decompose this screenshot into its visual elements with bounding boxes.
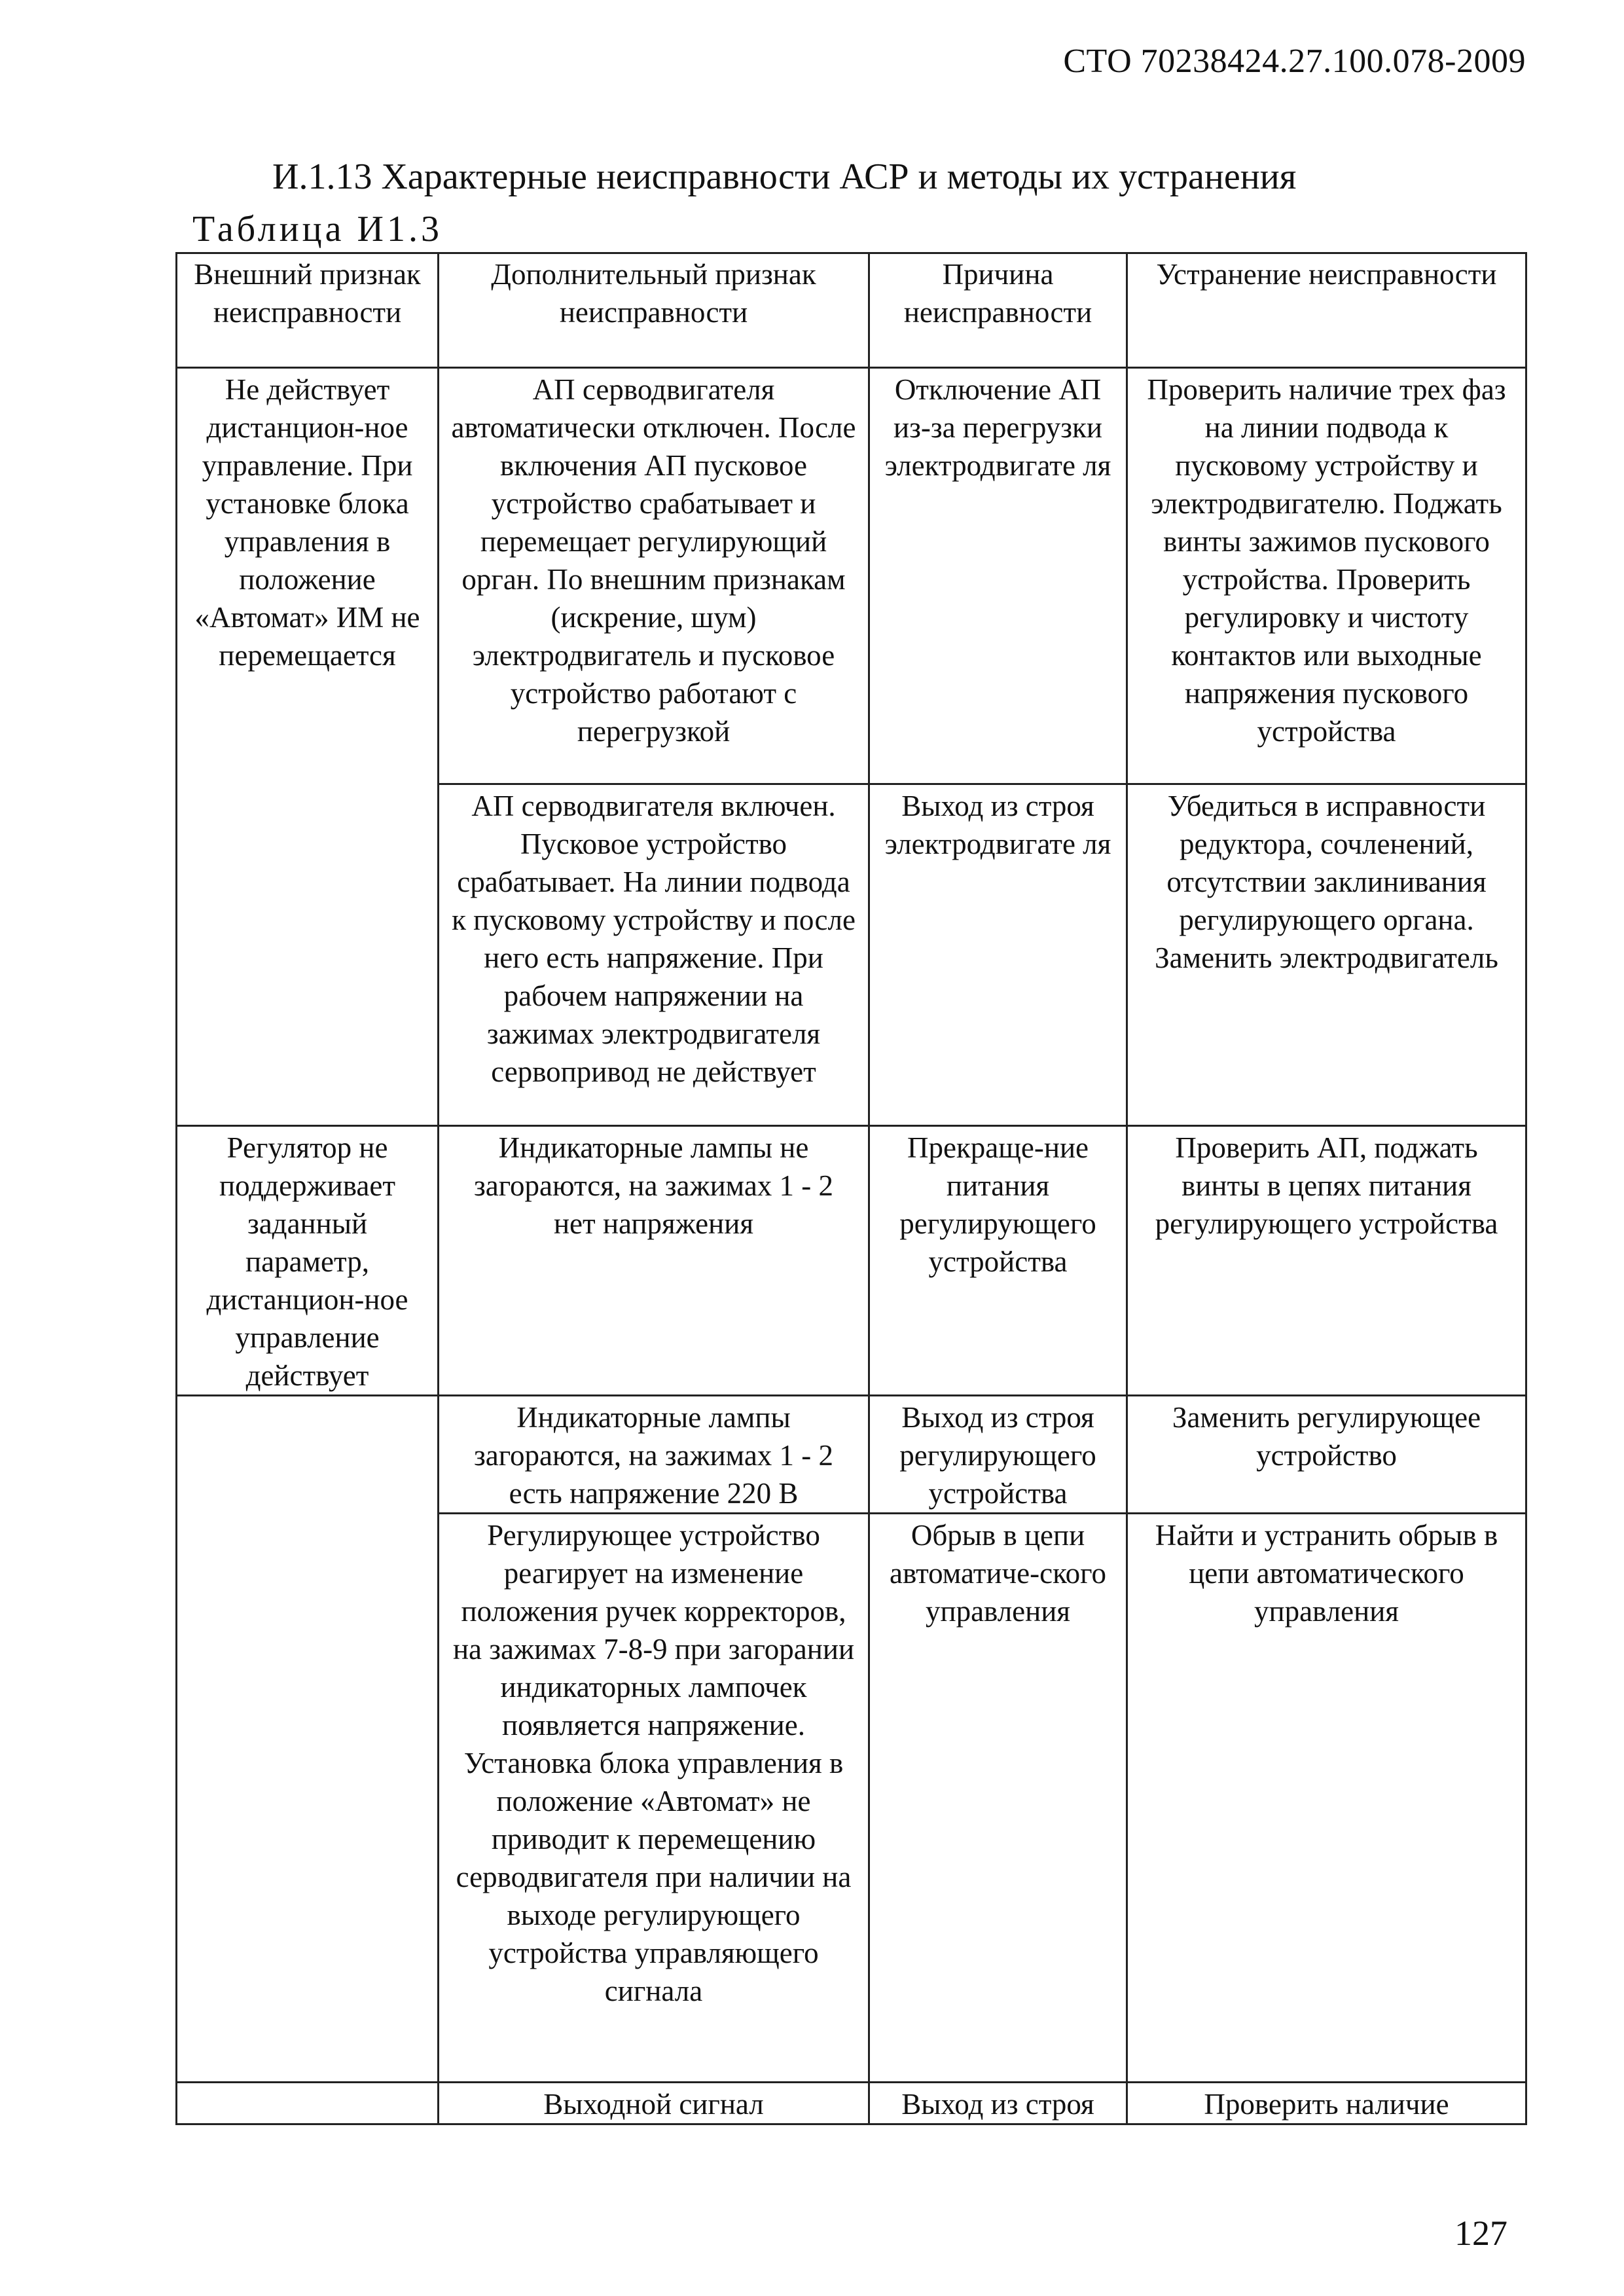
column-header-external-sign: Внешний признак неисправности [177, 253, 439, 368]
cell-cause: Выход из строя электродвигате ля [869, 784, 1127, 1126]
cell-fix: Проверить наличие трех фаз на линии подвода к пусковому устройству и электродвигателю. Поджать винты зажимов пускового устройства. Проверить регулировку и чистоту контактов или выходные напряжения пускового устройства [1127, 368, 1526, 784]
column-header-additional-sign: Дополнительный признак неисправности [439, 253, 869, 368]
table-header-row [177, 253, 1526, 368]
cell-additional-sign: Индикаторные лампы не загораются, на зажимах 1 - 2 нет напряжения [439, 1126, 869, 1396]
cell-additional-sign: Регулирующее устройство реагирует на изменение положения ручек корректоров, на зажимах 7-8-9 при загорании индикаторных лампочек появляется напряжение. Установка блока управления в положение «Автомат» не приводит к перемещению серводвигателя при наличии на выходе регулирующего устройства управляющего сигнала [439, 1514, 869, 2083]
page-number: 127 [1454, 2214, 1507, 2253]
table-row [177, 368, 1526, 784]
section-title: И.1.13 Характерные неисправности АСР и методы их устранения [272, 156, 1297, 197]
cell-cause: Прекраще-ние питания регулирующего устройства [869, 1126, 1127, 1396]
cell-fix: Проверить АП, поджать винты в цепях питания регулирующего устройства [1127, 1126, 1526, 1396]
cell-external-sign [177, 1396, 439, 2083]
cell-additional-sign: АП серводвигателя включен. Пусковое устройство срабатывает. На линии подвода к пусковому устройству и после него есть напряжение. При рабочем напряжении на зажимах электродвигателя сервопривод не действует [439, 784, 869, 1126]
cell-fix: Убедиться в исправности редуктора, сочленений, отсутствии заклинивания регулирующего органа. Заменить электродвигатель [1127, 784, 1526, 1126]
cell-external-sign: Регулятор не поддерживает заданный параметр, дистанцион-ное управление действует [177, 1126, 439, 1396]
cell-additional-sign: Индикаторные лампы загораются, на зажимах 1 - 2 есть напряжение 220 В [439, 1396, 869, 1514]
cell-additional-sign: АП серводвигателя автоматически отключен. После включения АП пусковое устройство срабатывает и перемещает регулирующий орган. По внешним признакам (искрение, шум) электродвигатель и пусковое устройство работают с перегрузкой [439, 368, 869, 784]
table-caption: Таблица И1.3 [192, 209, 442, 249]
cell-additional-sign: Выходной сигнал [439, 2083, 869, 2124]
document-code: СТО 70238424.27.100.078-2009 [1063, 43, 1526, 80]
cell-cause: Выход из строя [869, 2083, 1127, 2124]
cell-cause: Выход из строя регулирующего устройства [869, 1396, 1127, 1514]
column-header-fix: Устранение неисправности [1127, 253, 1526, 368]
cell-external-sign: Не действует дистанцион-ное управление. При установке блока управления в положение «Автомат» ИМ не перемещается [177, 368, 439, 1126]
table-row [177, 2083, 1526, 2124]
column-header-cause: Причина неисправности [869, 253, 1127, 368]
cell-cause: Обрыв в цепи автоматиче-ского управления [869, 1514, 1127, 2083]
cell-fix: Заменить регулирующее устройство [1127, 1396, 1526, 1514]
cell-external-sign [177, 2083, 439, 2124]
cell-fix: Проверить наличие [1127, 2083, 1526, 2124]
cell-cause: Отключение АП из-за перегрузки электродвигате ля [869, 368, 1127, 784]
table-row [177, 1126, 1526, 1396]
cell-fix: Найти и устранить обрыв в цепи автоматического управления [1127, 1514, 1526, 2083]
table-row [177, 1396, 1526, 1514]
faults-table [175, 252, 1527, 2125]
